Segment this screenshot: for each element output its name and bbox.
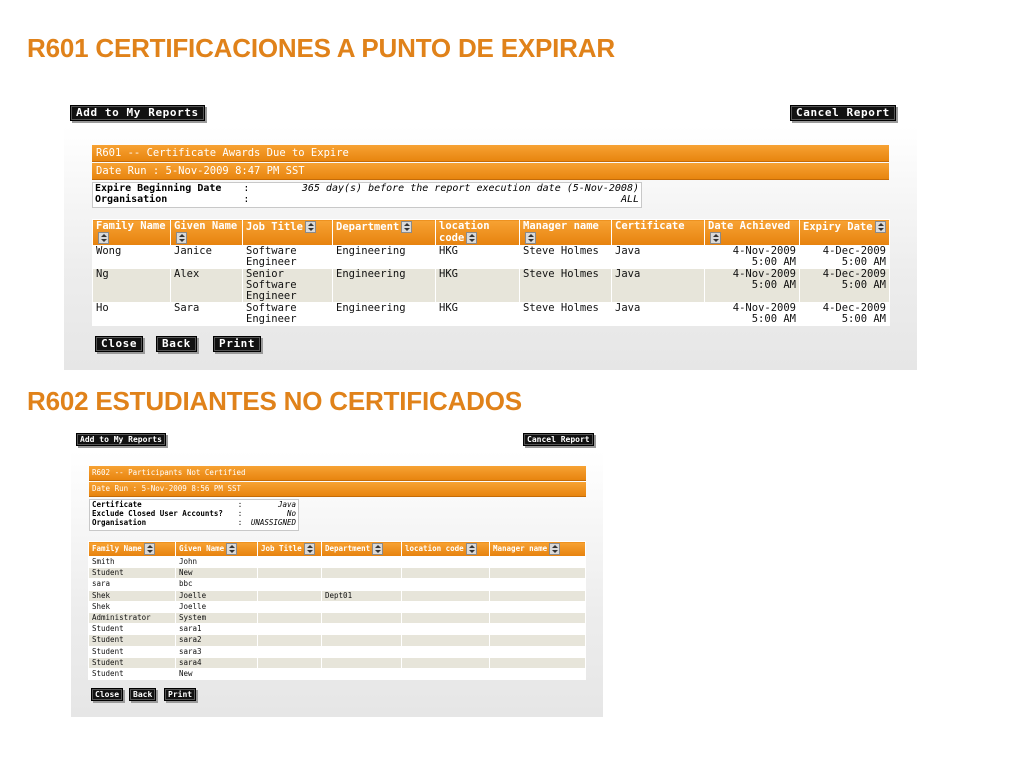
column-header: [171, 220, 243, 246]
table-cell: Student: [89, 568, 176, 579]
table-cell: Shek: [89, 590, 176, 601]
column-header-label: Department: [325, 544, 371, 553]
table-cell: [322, 601, 402, 612]
param-value: 365 day(s) before the report execution date (5-Nov-2008): [301, 183, 639, 194]
column-header-label: Certificate: [615, 220, 685, 232]
param-row: [93, 194, 641, 205]
table-cell: [258, 601, 322, 612]
table-cell: [322, 613, 402, 624]
table-cell: 4-Nov-2009 5:00 AM: [705, 303, 800, 326]
table-cell: [322, 624, 402, 635]
table-cell: HKG: [436, 269, 520, 303]
table-cell: [402, 646, 490, 657]
report-title-bar: R602 -- Participants Not Certified: [89, 466, 586, 481]
table-cell: [258, 568, 322, 579]
param-row: [93, 183, 641, 194]
table-cell: HKG: [436, 246, 520, 269]
table-header-row: [93, 220, 890, 246]
table-cell: [322, 579, 402, 590]
table-cell: sara1: [176, 624, 258, 635]
table-cell: [258, 669, 322, 680]
table-cell: [322, 646, 402, 657]
report-parameters: [92, 182, 642, 208]
table-cell: [490, 557, 586, 568]
param-label: Organisation: [92, 518, 147, 527]
sort-icon[interactable]: [226, 543, 237, 555]
table-row: [89, 590, 586, 601]
table-row: [89, 579, 586, 590]
table-cell: [322, 669, 402, 680]
column-header: [520, 220, 612, 246]
print-button[interactable]: Print: [213, 336, 261, 352]
column-header: [436, 220, 520, 246]
back-button[interactable]: Back: [129, 688, 156, 701]
column-header-label: Department: [336, 221, 400, 233]
report-parameters: [89, 499, 299, 531]
param-label: Organisation: [95, 194, 168, 205]
table-cell: New: [176, 669, 258, 680]
table-cell: Joelle: [176, 590, 258, 601]
table-cell: Student: [89, 635, 176, 646]
table-cell: sara4: [176, 657, 258, 668]
section-title-r602: R602 ESTUDIANTES NO CERTIFICADOS: [27, 386, 522, 416]
table-cell: bbc: [176, 579, 258, 590]
column-header-label: Given Name: [179, 544, 225, 553]
column-header-label: Family Name: [96, 220, 166, 232]
column-header: [258, 542, 322, 557]
add-to-my-reports-button[interactable]: Add to My Reports: [70, 105, 205, 121]
table-cell: [258, 557, 322, 568]
table-cell: Software Engineer: [243, 246, 333, 269]
param-label: Exclude Closed User Accounts?: [92, 509, 223, 518]
param-row: [90, 509, 298, 518]
table-cell: 4-Dec-2009 5:00 AM: [800, 246, 890, 269]
table-cell: Engineering: [333, 303, 436, 326]
table-row: [89, 635, 586, 646]
table-cell: [402, 613, 490, 624]
table-cell: Engineering: [333, 246, 436, 269]
table-cell: [258, 579, 322, 590]
column-header: [800, 220, 890, 246]
table-header-row: [89, 542, 586, 557]
table-cell: [490, 624, 586, 635]
column-header: [243, 220, 333, 246]
table-cell: sara3: [176, 646, 258, 657]
column-header-label: Manager name: [523, 220, 599, 232]
table-cell: Steve Holmes: [520, 269, 612, 303]
table-cell: Dept01: [322, 590, 402, 601]
table-cell: Joelle: [176, 601, 258, 612]
section-title-r601: R601 CERTIFICACIONES A PUNTO DE EXPIRAR: [27, 33, 615, 63]
table-cell: [322, 557, 402, 568]
print-button[interactable]: Print: [164, 688, 196, 701]
table-cell: Steve Holmes: [520, 246, 612, 269]
cancel-report-button[interactable]: Cancel Report: [790, 105, 896, 121]
sort-icon[interactable]: [372, 543, 383, 555]
table-cell: [490, 635, 586, 646]
table-cell: [258, 646, 322, 657]
report-title-bar: R601 -- Certificate Awards Due to Expire: [92, 145, 889, 162]
table-cell: [402, 590, 490, 601]
table-row: [93, 303, 890, 326]
column-header-label: location code: [439, 220, 490, 244]
table-cell: [490, 579, 586, 590]
date-run-bar: Date Run : 5-Nov-2009 8:47 PM SST: [92, 163, 889, 180]
sort-icon[interactable]: [466, 232, 477, 244]
column-header: [89, 542, 176, 557]
table-cell: [258, 635, 322, 646]
column-header-label: Family Name: [92, 544, 142, 553]
table-cell: [402, 657, 490, 668]
table-cell: [490, 669, 586, 680]
results-table: [88, 541, 586, 680]
column-header-label: Job Title: [246, 221, 303, 233]
column-header: [402, 542, 490, 557]
sort-icon[interactable]: [525, 232, 536, 244]
sort-icon[interactable]: [875, 221, 886, 233]
sort-icon[interactable]: [401, 221, 412, 233]
table-cell: Administrator: [89, 613, 176, 624]
param-row: [90, 500, 298, 509]
back-button[interactable]: Back: [156, 336, 197, 352]
param-sep: :: [243, 194, 250, 205]
table-cell: [402, 624, 490, 635]
sort-icon[interactable]: [305, 221, 316, 233]
table-cell: Software Engineer: [243, 303, 333, 326]
table-cell: sara: [89, 579, 176, 590]
table-cell: [402, 635, 490, 646]
table-cell: 4-Nov-2009 5:00 AM: [705, 246, 800, 269]
table-row: [89, 657, 586, 668]
close-button[interactable]: Close: [95, 336, 143, 352]
table-cell: Java: [612, 269, 705, 303]
column-header: [322, 542, 402, 557]
table-cell: Ng: [93, 269, 171, 303]
table-cell: Janice: [171, 246, 243, 269]
param-sep: :: [237, 500, 243, 509]
table-cell: Ho: [93, 303, 171, 326]
table-cell: [258, 590, 322, 601]
param-value: UNASSIGNED: [250, 518, 296, 527]
sort-icon[interactable]: [176, 232, 187, 244]
table-cell: [258, 624, 322, 635]
sort-icon[interactable]: [144, 543, 155, 555]
table-cell: Student: [89, 669, 176, 680]
cancel-report-button[interactable]: Cancel Report: [523, 433, 594, 446]
table-cell: Smith: [89, 557, 176, 568]
table-cell: [258, 657, 322, 668]
table-row: [89, 568, 586, 579]
table-cell: 4-Nov-2009 5:00 AM: [705, 269, 800, 303]
column-header-label: Expiry Date: [803, 221, 873, 233]
column-header-label: Date Achieved: [708, 220, 791, 232]
table-cell: Student: [89, 624, 176, 635]
table-cell: [402, 601, 490, 612]
table-cell: 4-Dec-2009 5:00 AM: [800, 303, 890, 326]
sort-icon[interactable]: [304, 543, 315, 555]
table-cell: 4-Dec-2009 5:00 AM: [800, 269, 890, 303]
column-header-label: location code: [405, 544, 464, 553]
column-header: [612, 220, 705, 246]
table-cell: John: [176, 557, 258, 568]
table-cell: Engineering: [333, 269, 436, 303]
table-cell: Senior Software Engineer: [243, 269, 333, 303]
table-cell: Student: [89, 646, 176, 657]
param-value: No: [286, 509, 296, 518]
table-cell: [490, 646, 586, 657]
table-cell: [322, 635, 402, 646]
table-cell: Java: [612, 246, 705, 269]
table-row: [89, 557, 586, 568]
table-cell: Student: [89, 657, 176, 668]
table-cell: [258, 613, 322, 624]
table-cell: [490, 613, 586, 624]
sort-icon[interactable]: [98, 232, 109, 244]
table-row: [89, 624, 586, 635]
param-label: Certificate: [92, 500, 142, 509]
column-header: [93, 220, 171, 246]
param-sep: :: [237, 518, 243, 527]
table-cell: Steve Holmes: [520, 303, 612, 326]
table-cell: [490, 657, 586, 668]
table-row: [93, 246, 890, 269]
table-cell: System: [176, 613, 258, 624]
sort-icon[interactable]: [710, 232, 721, 244]
date-run-bar: Date Run : 5-Nov-2009 8:56 PM SST: [89, 482, 586, 497]
table-cell: Java: [612, 303, 705, 326]
column-header: [705, 220, 800, 246]
table-cell: sara2: [176, 635, 258, 646]
column-header-label: Given Name: [174, 220, 238, 232]
column-header-label: Job Title: [261, 544, 302, 553]
table-cell: [490, 590, 586, 601]
param-sep: :: [237, 509, 243, 518]
table-cell: Alex: [171, 269, 243, 303]
param-value: ALL: [620, 194, 639, 205]
table-cell: [402, 557, 490, 568]
column-header: [333, 220, 436, 246]
sort-icon[interactable]: [466, 543, 477, 555]
table-cell: Sara: [171, 303, 243, 326]
table-cell: Wong: [93, 246, 171, 269]
param-label: Expire Beginning Date: [95, 183, 222, 194]
table-row: [89, 669, 586, 680]
table-cell: [402, 579, 490, 590]
table-row: [89, 646, 586, 657]
close-button[interactable]: Close: [91, 688, 123, 701]
column-header: [490, 542, 586, 557]
table-cell: [490, 601, 586, 612]
sort-icon[interactable]: [549, 543, 560, 555]
table-cell: [322, 568, 402, 579]
param-value: Java: [277, 500, 296, 509]
column-header-label: Manager name: [493, 544, 548, 553]
results-table: [92, 219, 890, 326]
table-cell: [322, 657, 402, 668]
column-header: [176, 542, 258, 557]
table-cell: [490, 568, 586, 579]
param-sep: :: [243, 183, 250, 194]
table-row: [93, 269, 890, 303]
table-row: [89, 601, 586, 612]
table-cell: [402, 568, 490, 579]
table-cell: Shek: [89, 601, 176, 612]
table-cell: [402, 669, 490, 680]
table-cell: New: [176, 568, 258, 579]
table-cell: HKG: [436, 303, 520, 326]
add-to-my-reports-button[interactable]: Add to My Reports: [76, 433, 166, 446]
table-row: [89, 613, 586, 624]
param-row: [90, 518, 298, 527]
